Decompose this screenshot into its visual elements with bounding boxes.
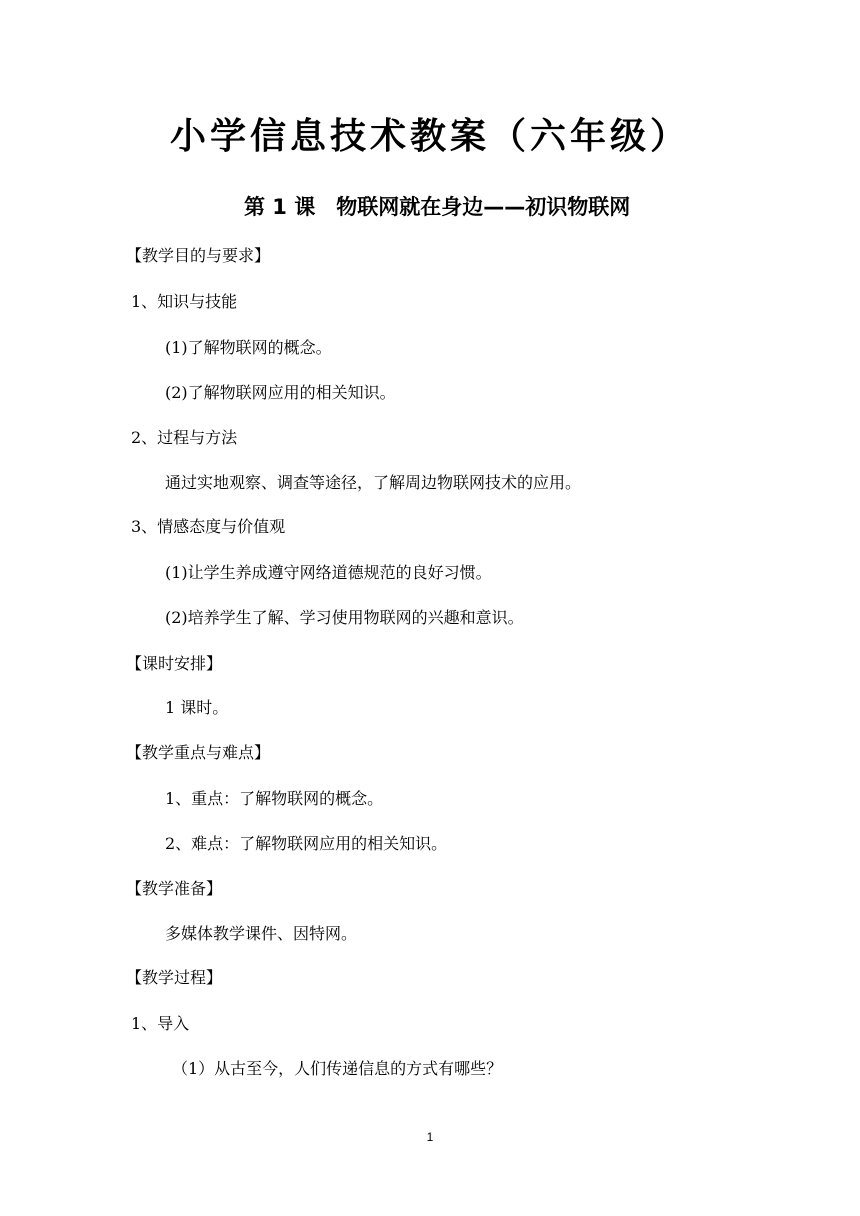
section-heading-preparation: 【教学准备】 [126,879,223,898]
section-heading-objectives: 【教学目的与要求】 [126,246,271,265]
paragraph: 通过实地观察、调查等途径，了解周边物联网技术的应用。 [165,473,582,492]
list-item: 2、难点：了解物联网应用的相关知识。 [165,834,448,853]
subsection-introduction: 1、导入 [131,1014,190,1033]
list-item: （1）从古至今，人们传递信息的方式有哪些？ [172,1059,503,1078]
lesson-title: 第 1 课 物联网就在身边——初识物联网 [244,195,631,219]
section-heading-key-points: 【教学重点与难点】 [126,743,271,762]
paragraph: 多媒体教学课件、因特网。 [165,924,358,943]
list-item: (1)让学生养成遵守网络道德规范的良好习惯。 [165,563,492,582]
subsection-process-method: 2、过程与方法 [131,428,238,447]
subsection-knowledge-skills: 1、知识与技能 [131,292,238,311]
list-item: (1)了解物联网的概念。 [165,338,332,357]
list-item: (2)了解物联网应用的相关知识。 [165,383,396,402]
list-item: (2)培养学生了解、学习使用物联网的兴趣和意识。 [165,608,524,627]
section-heading-process: 【教学过程】 [126,968,223,987]
section-heading-schedule: 【课时安排】 [126,654,223,673]
list-item: 1、重点：了解物联网的概念。 [165,789,384,808]
page-number: 1 [426,1130,434,1144]
document-title: 小学信息技术教案（六年级） [169,115,690,157]
paragraph: 1 课时。 [165,698,229,717]
subsection-attitude-values: 3、情感态度与价值观 [131,517,286,536]
